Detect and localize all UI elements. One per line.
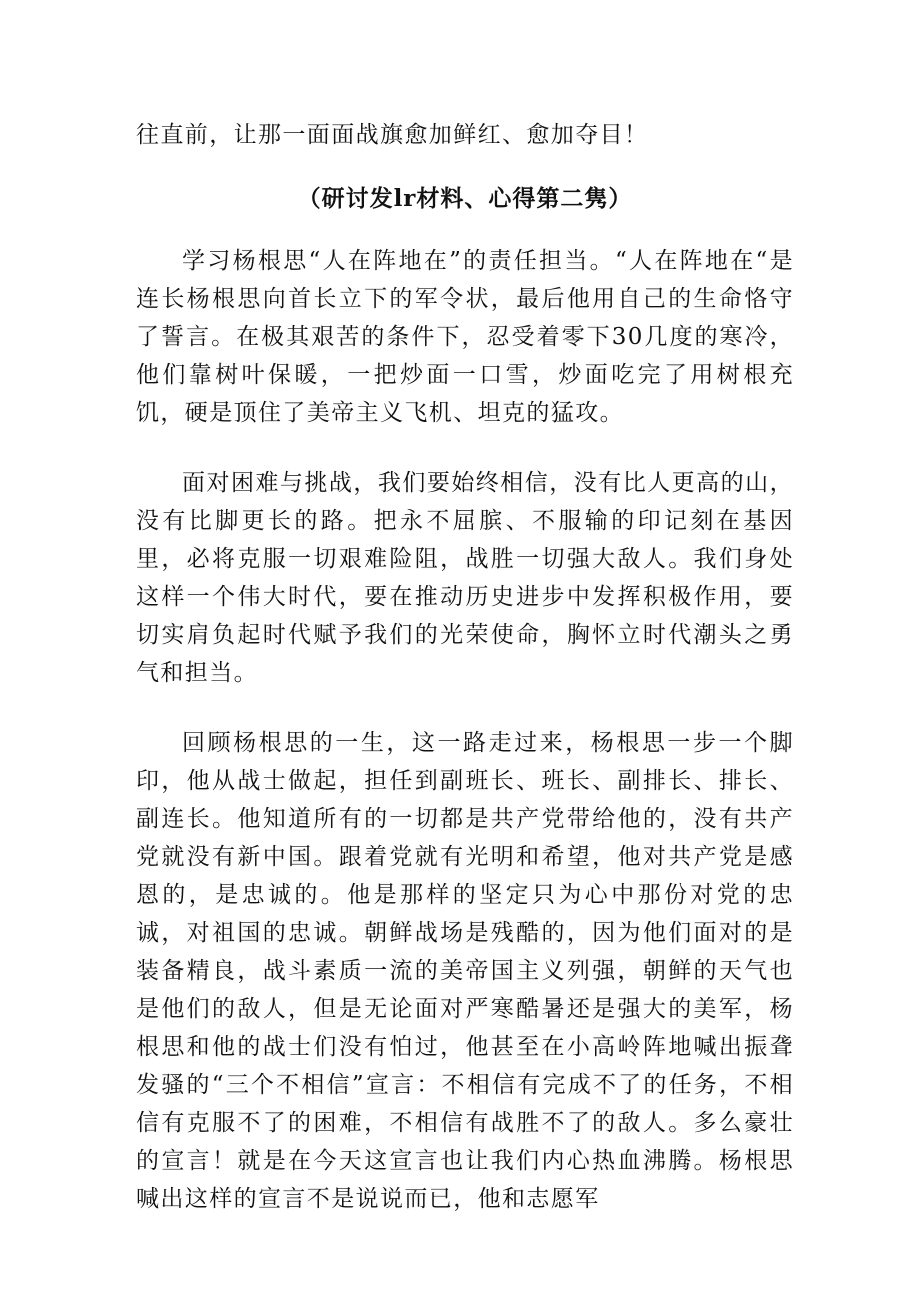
section-heading: （研讨发lr材料、心得第二隽）	[297, 185, 633, 212]
paragraph-2: 面对困难与挑战，我们要始终相信，没有比人更高的山，没有比脚更长的路。把永不屈膑、不服输的印记刻在基因里，必将克服一切艰难险阻，战胜一切强大敌人。我们身处这样一个伟大时代，要在推动历史进步中发挥积极作用，要切实肩负起时代赋予我们的光荣使命，胸怀立时代潮头之勇气和担当。	[136, 470, 794, 686]
paragraph-1: 学习杨根思“人在阵地在”的责任担当。“人在阵地在“是连长杨根思向首长立下的军令状，最后他用自己的生命恪守了誓言。在极其艰苦的条件下，忍受着零下30几度的寒冷，他们靠树叶保暖，一把炒面一口雪，炒面吃完了用树根充饥，硬是顶住了美帝主义飞机、坦克的猛攻。	[136, 248, 794, 426]
paragraph-3: 回顾杨根思的一生，这一路走过来，杨根思一步一个脚印，他从战士做起，担任到副班长、班长、副排长、排长、副连长。他知道所有的一切都是共产党带给他的，没有共产党就没有新中国。跟着党就有光明和希望，他对共产党是感恩的，是忠诚的。他是那样的坚定只为心中那份对党的忠诚，对祖国的忠诚。朝鲜战场是残酷的，因为他们面对的是装备精良，战斗素质一流的美帝国主义列强，朝鲜的天气也是他们的敌人，但是无论面对严寒酷暑还是强大的美军，杨根思和他的战士们没有怕过，他甚至在小高岭阵地喊出振聋发骚的“三个不相信”宣言：不相信有完成不了的任务，不相信有克服不了的困难，不相信有战胜不了的敌人。多么豪壮的宣言！就是在今天这宣言也让我们内心热血沸腾。杨根思喊出这样的宣言不是说说而已，他和志愿军	[136, 730, 794, 1212]
continuation-text: 往直前，让那一面面战旗愈加鲜红、愈加夺目！	[136, 122, 649, 148]
